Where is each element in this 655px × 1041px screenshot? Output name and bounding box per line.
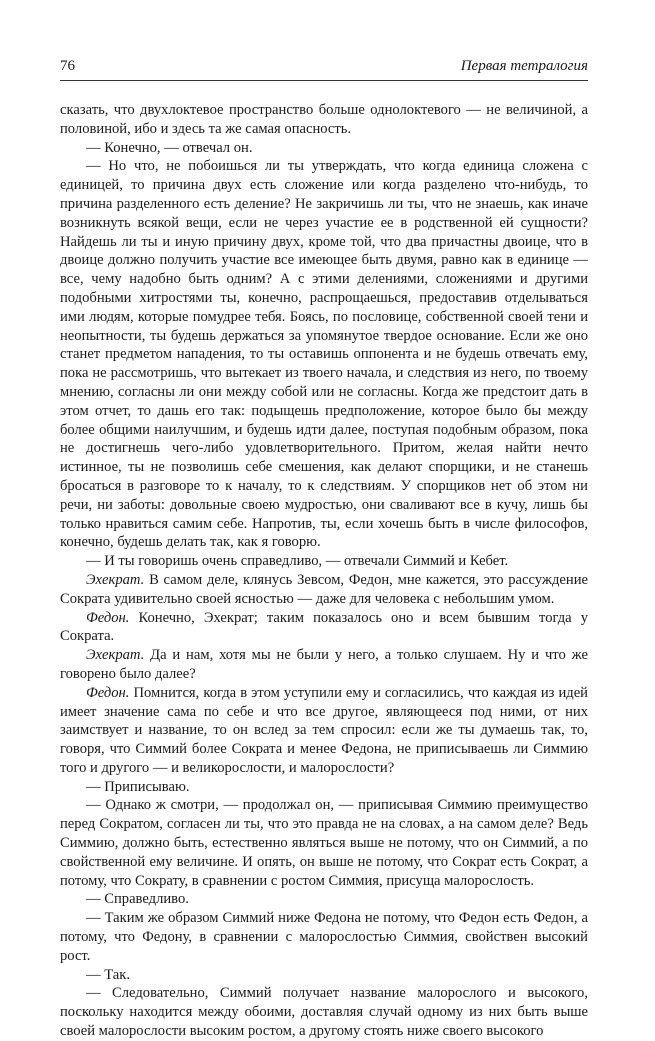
paragraph-text: — Так. [86, 966, 131, 983]
paragraph-text: Конечно, Эхекрат; таким показалось оно и всем бывшим тогда у Сократа. [60, 609, 589, 645]
paragraph-text: — Однако ж смотри, — продолжал он, — приписывая Симмию преимущество перед Сократом, согласен ли ты, что это правда не на словах, а на самом деле? Ведь Симмию, должно быть, естественно являться выше не потому, что он Симмий, а по свойственной ему величине. И опять, он выше не потому, что Сократ есть Сократ, а потому, что Сократу, в сравнении с ростом Симмия, присуща малорослость. [60, 797, 588, 889]
body-text [60, 101, 588, 1041]
paragraph [60, 966, 588, 985]
paragraph-text: — Приписываю. [86, 778, 190, 795]
page-number: 76 [60, 58, 75, 74]
speaker-label: Эхекрат. [86, 571, 145, 588]
paragraph [60, 157, 588, 552]
paragraph-text: — И ты говоришь очень справедливо, — отвечали Симмий и Кебет. [86, 553, 509, 570]
paragraph-text: Помнится, когда в этом уступили ему и согласились, что каждая из идей имеет значение сама по себе и что все другое, являющееся под ними, от них заимствует и название, то он вслед за тем спросил: если же ты думаешь так, то, говоря, что Симмий более Сократа и менее Федона, не приписываешь ли Симмию того и другого — и великорослости, и малорослости? [60, 684, 588, 776]
paragraph [60, 984, 588, 1040]
paragraph-text: — Но что, не побоишься ли ты утверждать, что когда единица сложена с единицей, то причина двух есть сложение или когда разделено что-нибудь, то причина разделенного есть деление? Не закричишь ли ты, что не знаешь, как иначе возникнуть всякой вещи, если не через участие ее в родственной ей сущности? Найдешь ли ты и иную причину двух, кроме той, что два причастны двоице, что в двоице должно получить участие все имеющее быть двумя, равно как в единице — все, чему надобно быть одним? А с этими делениями, сложениями и другими подобными хитростями ты, конечно, распрощаешься, предоставив отделываться ими людям, которые помудрее тебя. Боясь, по пословице, собственной своей тени и неопытности, ты будешь держаться за упомянутое твердое основание. Если же оно станет предметом нападения, то ты оставишь оппонента и не будешь отвечать ему, пока не рассмотришь, что вытекает из твоего начала, и следствия из него, по твоему мнению, согласны ли они между собой или не согласны. Когда же предстоит дать в этом отчет, то дашь его так: подыщешь предположение, которое было бы между более общими наилучшим, и будешь идти далее, поступая подобным образом, пока не достигнешь чего-либо удовлетворительного. Притом, желая найти нечто истинное, ты не позволишь себе смешения, как делают спорщики, и не станешь бросаться в разговоре то к началу, то к следствиям. У спорщиков нет об этом ни речи, ни заботы: довольные своею мудростью, они сваливают все в кучу, лишь бы только нравиться самим себе. Напротив, ты, если хочешь быть в числе философов, конечно, будешь делать так, как я говорю. [60, 158, 588, 551]
paragraph-text: — Следовательно, Симмий получает название малорослого и высокого, поскольку находится между обоими, доставляя случай одному из них быть выше своей малорослости высоким ростом, а другому стоять ниже своего высокого [60, 985, 588, 1040]
paragraph-text: — Таким же образом Симмий ниже Федона не потому, что Федон есть Федон, а потому, что Федону, в сравнении с малорослостью Симмия, свойствен высокий рост. [60, 910, 588, 964]
paragraph-text: — Конечно, — отвечал он. [86, 139, 253, 156]
paragraph [60, 890, 588, 909]
paragraph [60, 646, 588, 684]
speaker-label: Эхекрат. [86, 647, 145, 664]
paragraph [60, 796, 588, 890]
paragraph-text: сказать, что двухлоктевое пространство больше однолоктевого — не величиной, а половиной, ибо и здесь та же самая опасность. [60, 102, 588, 137]
paragraph-text: В самом деле, клянусь Зевсом, Федон, мне кажется, это рассуждение Сократа удивительно своей ясностью — даже для человека с небольшим умом. [60, 571, 588, 607]
paragraph [60, 778, 588, 797]
paragraph [60, 684, 588, 778]
paragraph-text: Да и нам, хотя мы не были у него, а только слушаем. Ну и что же говорено было далее? [60, 647, 588, 682]
paragraph-text: — Справедливо. [86, 891, 189, 908]
speaker-label: Федон. [86, 684, 130, 701]
paragraph [60, 909, 588, 965]
paragraph [60, 552, 588, 571]
paragraph [60, 609, 588, 647]
running-title: Первая тетралогия [460, 58, 588, 74]
speaker-label: Федон. [86, 609, 130, 626]
paragraph [60, 101, 588, 139]
page-header [60, 58, 588, 81]
paragraph [60, 139, 588, 158]
paragraph [60, 571, 588, 609]
